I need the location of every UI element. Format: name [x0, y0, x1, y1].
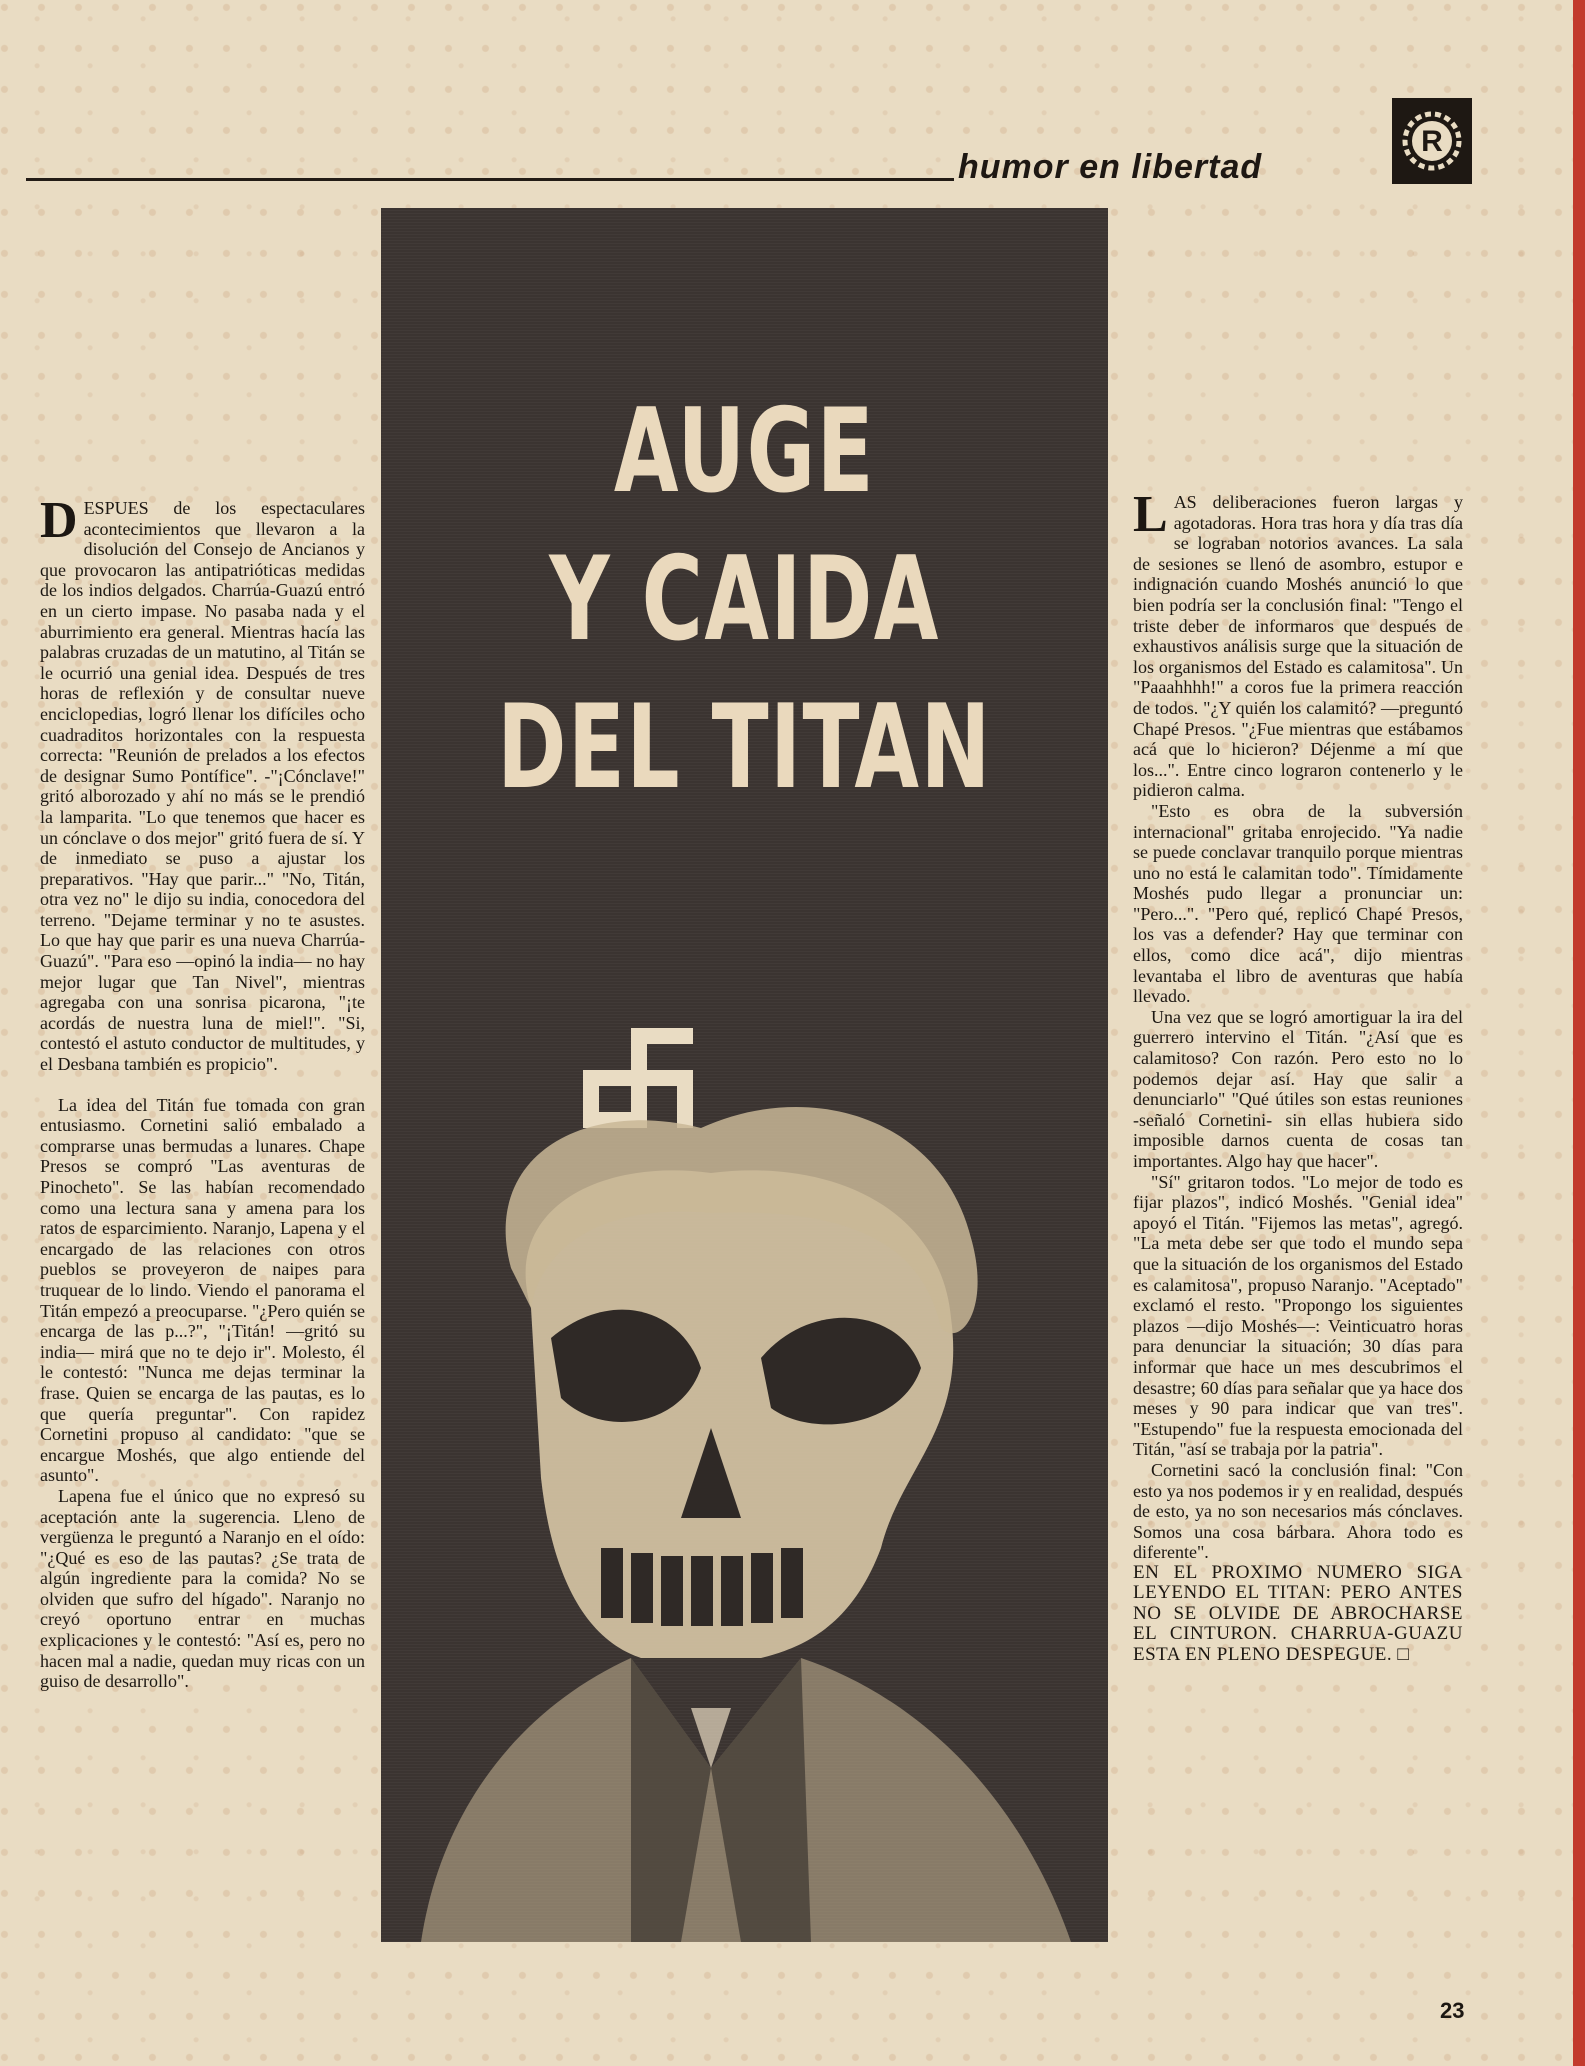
paragraph: "Sí" gritaron todos. "Lo mejor de todo es fijar plazos", indicó Moshés. "Genial idea" apoyó el Titán. "Fijemos las metas", agregó. "La meta debe ser que todo el mundo sepa que la situación de los organismos del Estado es calamitosa", propuso Naranjo. "Aceptado" exclamó el resto. "Propongo los siguientes plazos —dijo Moshés—: Veinticuatro horas para denunciar la situación; 30 días para informar que hace un mes descubrimos el desastre; 60 días para señalar que ya hace dos meses y 90 para indicar que van tres". "Estupendo" fue la respuesta emocionada del Titán, "así se trabaja por la patria".	[1133, 1171, 1463, 1460]
poster-title-line: Y CAIDA	[549, 532, 940, 667]
paragraph: "Esto es obra de la subversión internacional" gritaba enrojecido. "Ya nadie se puede conclavar tranquilo porque mientras uno no está le calamitan todo". Tímidamente Moshés pudo llegar a pronunciar un: "Pero...". "Pero qué, replicó Chapé Presos, los vas a defender? Hay que terminar con ellos, como dice acá", dijo mientras levantaba el libro de aventuras que había llevado.	[1133, 800, 1463, 1007]
drop-cap: D	[40, 492, 78, 549]
registered-gear-icon	[1396, 105, 1468, 177]
poster-title	[483, 378, 1006, 822]
magazine-logo	[1392, 98, 1472, 184]
paragraph: La idea del Titán fue tomada con gran entusiasmo. Cornetini salió embalado a comprarse unas bermudas a lunares. Chape Presos se compró "Las aventuras de Pinocheto". Se las habían recomendado como una lectura sana y amena para los ratos de esparcimiento. Naranjo, Lapena y el encargado de las relaciones con otros pueblos se proveyeron de naipes para truquear de lo lindo. Viendo el panorama el Titán empezó a preocuparse. "¿Pero quién se encarga de las p...?", "¡Titán! —gritó su india— mirá que no te dejo ir". Molesto, él le contestó: "Nunca me dejas terminar la frase. Quien se encarga de las pautas, es lo que quería preguntar". Con rapidez Cornetini propuso al candidato: "que se encargue Moshés, que algo entiende del asunto".	[40, 1094, 365, 1486]
poster-illustration	[381, 208, 1108, 1942]
poster-title-line: DEL TITAN	[497, 680, 992, 815]
drop-cap: L	[1133, 486, 1168, 543]
paragraph-text: ESPUES de los espectaculares acontecimientos que llevaron a la disolución del Consejo de Ancianos y que provocaron las antipatrióticas medidas de los indios delgados. Charrúa-Guazú entró en un cierto impase. No pasaba nada y el aburrimiento era general. Mientras hacía las palabras cruzadas de un matutino, al Titán se le ocurrió una genial idea. Después de tres horas de reflexión y de consultar nueve enciclopedias, logró llenar los difíciles ocho cuadraditos horizontales con la respuesta correcta: "Reunión de prelados a los efectos de designar Sumo Pontífice". -"¡Cónclave!" gritó alborozado y ahí no más se le prendió la lamparita. "Lo que tenemos que hacer es un cónclave o dos mejor" gritó fuera de sí. Y de inmediato se puso a ajustar los preparativos. "Hay que parir..." "No, Titán, otra vez no" le dijo su india, conocedora del terreno. "Dejame terminar y no te asustes. Lo que hay que parir es una nueva Charrúa-Guazú". "Para eso —opinó la india— no hay mejor lugar que Tan Nivel", mientras agregaba con una sonrisa picarona, "¡te acordás de nuestra luna de miel!". "Si, contestó el astuto conductor de multitudes, y el Desbana también es propicio".	[40, 498, 365, 1075]
section-title: humor en libertad	[958, 148, 1263, 186]
suit-shoulders	[421, 1658, 1071, 1942]
swastika-icon	[583, 1028, 693, 1128]
skull-with-swastika-illustration	[381, 1008, 1108, 1942]
page-number: 23	[1440, 1998, 1465, 2023]
paragraph: Lapena fue el único que no expresó su aceptación ante la sugerencia. Lleno de vergüenza le preguntó a Naranjo en el oído: "¿Qué es eso de las pautas? ¿Se trata de algún ingrediente para la comida? No se olviden que sufro del hígado". Naranjo no creyó oportuno entrar en muchas explicaciones y le contestó: "Así es, pero no hacen mal a nadie, quedan muy ricas con un guiso de desarrollo".	[40, 1485, 365, 1692]
red-page-edge	[1573, 0, 1585, 2066]
closing-notice: EN EL PROXIMO NUMERO SIGA LEYENDO EL TITAN: PERO ANTES NO SE OLVIDE DE ABROCHARSE EL CINTURON. CHARRUA-GUAZU ESTA EN PLENO DESPEGUE. □	[1133, 1561, 1463, 1665]
logo-letter: R	[1421, 125, 1443, 158]
paragraph-text: AS deliberaciones fueron largas y agotadoras. Hora tras hora y día tras día se lograban notorios avances. La sala de sesiones se llenó de asombro, estupor e indignación cuando Moshés anunció lo que bien podría ser la conclusión final: "Tengo el triste deber de informaros que después de exhaustivos análisis surge que la situación de los organismos del Estado es calamitosa". Un "Paaahhhh!" a coros fue la primera reacción de todos. "¿Y quién los calamitó? —preguntó Chapé Presos. "¿Fue mientras que estábamos acá que lo hicieron? Déjenme a mí que los...". Entre cinco lograron contenerlo y le pidieron calma.	[1133, 492, 1463, 801]
paragraph	[40, 492, 365, 1075]
paragraph: Cornetini sacó la conclusión final: "Con esto ya nos podemos ir y en realidad, después de esto, ya no son necesarios más cónclaves. Somos una cosa bárbara. Ahora todo es diferente".	[1133, 1459, 1463, 1563]
paragraph	[1133, 486, 1463, 801]
poster-title-line: AUGE	[613, 384, 876, 519]
right-article-column	[1133, 486, 1463, 1665]
paragraph: Una vez que se logró amortiguar la ira del guerrero intervino el Titán. "¿Así que es calamitoso? Con razón. Pero esto no lo podemos dejar así. Hay que salir a denunciarlo" "Qué útiles son estas reuniones -señaló Cornetini- sin ellas hubiera sido imposible darnos cuenta de cosas tan importantes. Algo hay que hacer".	[1133, 1006, 1463, 1171]
header-rule	[26, 178, 954, 181]
left-article-column	[40, 492, 365, 1692]
skull-icon	[506, 1107, 978, 1658]
